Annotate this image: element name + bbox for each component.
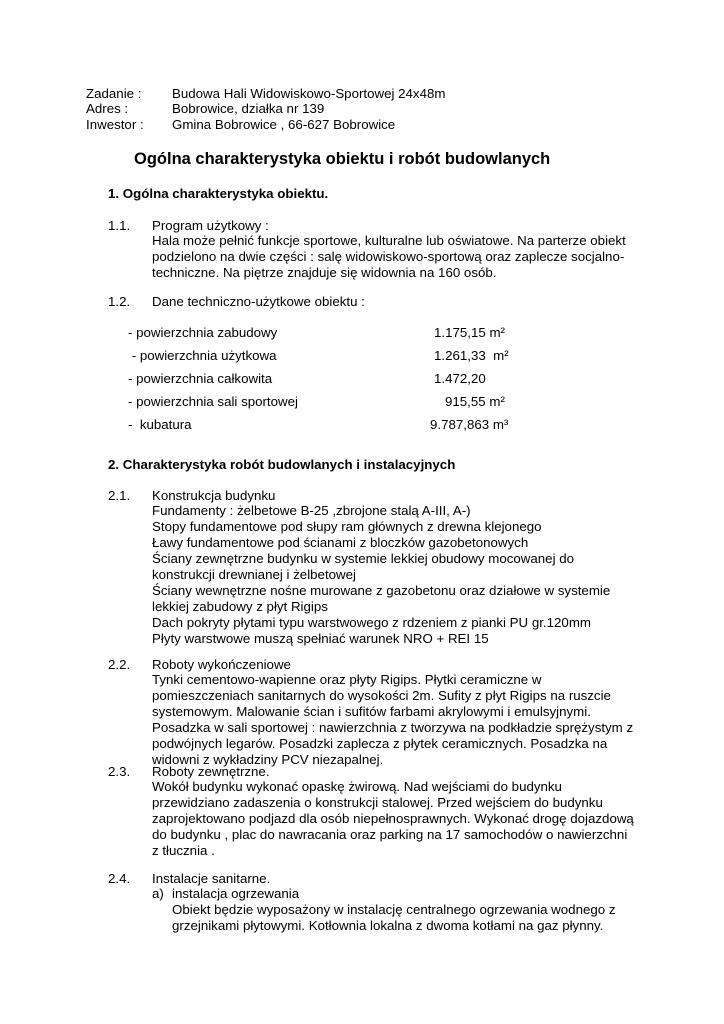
data-label-built-area: - powierzchnia zabudowy (128, 325, 278, 340)
header-label-investor: Inwestor : (86, 117, 144, 132)
text-line: lekkiej zabudowy z płyt Rigips (152, 599, 328, 614)
section-2-2-title: Roboty wykończeniowe (152, 657, 291, 672)
data-value-usable-area: 1.261,33 m² (434, 348, 509, 363)
section-2-4-title: Instalacje sanitarne. (152, 871, 271, 886)
section-2-heading: 2. Charakterystyka robót budowlanych i instalacyjnych (108, 457, 456, 472)
text-line: zaprojektowano podjazd dla osób niepełnosprawnych. Wykonać drogę dojazdową (152, 811, 634, 826)
page-title: Ogólna charakterystyka obiektu i robót budowlanych (134, 150, 551, 168)
text-line: Dach pokryty płytami typu warstwowego z rdzeniem z pianki PU gr.120mm (152, 615, 591, 630)
text-line: Fundamenty : żelbetowe B-25 ,zbrojone stalą A-III, A-) (152, 503, 471, 518)
text-line: podzielono na dwie części : salę widowiskowo-sportową oraz zaplecze socjalno- (152, 249, 625, 264)
data-label-usable-area: - powierzchnia użytkowa (128, 348, 277, 363)
data-value-cubature: 9.787,863 m³ (430, 417, 509, 432)
section-2-2-body (152, 672, 633, 768)
section-2-3-number: 2.3. (108, 764, 131, 779)
text-line: Płyty warstwowe muszą spełniać warunek NRO + REI 15 (152, 631, 489, 646)
text-line: Ściany wewnętrzne nośne murowane z gazobetonu oraz działowe w systemie (152, 583, 611, 598)
text-line: przewidziano zadaszenia o konstrukcji stalowej. Przed wejściem do budynku (152, 795, 603, 810)
text-line: grzejnikami płytowymi. Kotłownia lokalna z dwoma kotłami na gaz płynny. (172, 918, 604, 933)
text-line: Wokół budynku wykonać opaskę żwirową. Nad wejściami do budynku (152, 779, 562, 794)
header-value-address: Bobrowice, działka nr 139 (172, 101, 325, 116)
section-2-1-number: 2.1. (108, 488, 131, 503)
text-line: Stopy fundamentowe pod słupy ram głównych z drewna klejonego (152, 519, 542, 534)
section-2-4-sub-label: a) (152, 886, 164, 901)
section-1-1-title: Program użytkowy : (152, 218, 269, 233)
header-value-task: Budowa Hali Widowiskowo-Sportowej 24x48m (172, 86, 446, 101)
data-label-sports-hall-area: - powierzchnia sali sportowej (128, 394, 298, 409)
header-label-task: Zadanie : (86, 86, 142, 101)
text-line: pomieszczeniach sanitarnych do wysokości 2m. Sufity z płyt Rigips na ruszcie (152, 688, 611, 703)
section-2-4-number: 2.4. (108, 871, 131, 886)
text-line: Posadzka w sali sportowej : nawierzchnia z tworzywa na podkładzie sprężystym z (152, 720, 634, 735)
section-1-2-title: Dane techniczno-użytkowe obiektu : (152, 294, 365, 309)
section-2-1-body (152, 503, 610, 647)
section-2-4-body (172, 902, 616, 934)
section-2-4-sub-title: instalacja ogrzewania (172, 886, 300, 901)
text-line: Hala może pełnić funkcje sportowe, kulturalne lub oświatowe. Na parterze obiekt (152, 233, 626, 248)
section-2-3-body (152, 779, 634, 859)
section-1-1-number: 1.1. (108, 218, 131, 233)
data-value-total-area: 1.472,20 (434, 371, 486, 386)
text-line: podwójnych legarów. Posadzki zaplecza z płytek ceramicznych. Posadzka na (152, 736, 608, 751)
header-label-address: Adres : (86, 101, 129, 116)
text-line: Tynki cementowo-wapienne oraz płyty Rigips. Płytki ceramiczne w (152, 672, 542, 687)
section-2-3-title: Roboty zewnętrzne. (152, 764, 270, 779)
text-line: widowni z wykładziny PCV niezapalnej. (152, 752, 384, 767)
text-line: techniczne. Na piętrze znajduje się widownia na 160 osób. (152, 265, 497, 280)
text-line: Ławy fundamentowe pod ścianami z bloczków gazobetonowych (152, 535, 529, 550)
text-line: systemowym. Malowanie ścian i sufitów farbami akrylowymi i emulsyjnymi. (152, 704, 591, 719)
data-label-total-area: - powierzchnia całkowita (128, 371, 273, 386)
text-line: z tłucznia . (152, 843, 215, 858)
section-2-1-title: Konstrukcja budynku (152, 488, 276, 503)
text-line: konstrukcji drewnianej i żelbetowej (152, 567, 356, 582)
section-1-1-body (152, 233, 626, 281)
header-value-investor: Gmina Bobrowice , 66-627 Bobrowice (172, 117, 396, 132)
data-label-cubature: - kubatura (128, 417, 192, 432)
data-value-built-area: 1.175,15 m² (434, 325, 505, 340)
text-line: Ściany zewnętrzne budynku w systemie lekkiej obudowy mocowanej do (152, 551, 575, 566)
section-1-heading: 1. Ogólna charakterystyka obiektu. (108, 186, 329, 201)
section-1-2-number: 1.2. (108, 294, 131, 309)
data-value-sports-hall-area: 915,55 m² (445, 394, 505, 409)
section-2-2-number: 2.2. (108, 657, 131, 672)
text-line: do budynku , plac do nawracania oraz parking na 17 samochodów o nawierzchni (152, 827, 628, 842)
text-line: Obiekt będzie wyposażony w instalację centralnego ogrzewania wodnego z (172, 902, 616, 917)
